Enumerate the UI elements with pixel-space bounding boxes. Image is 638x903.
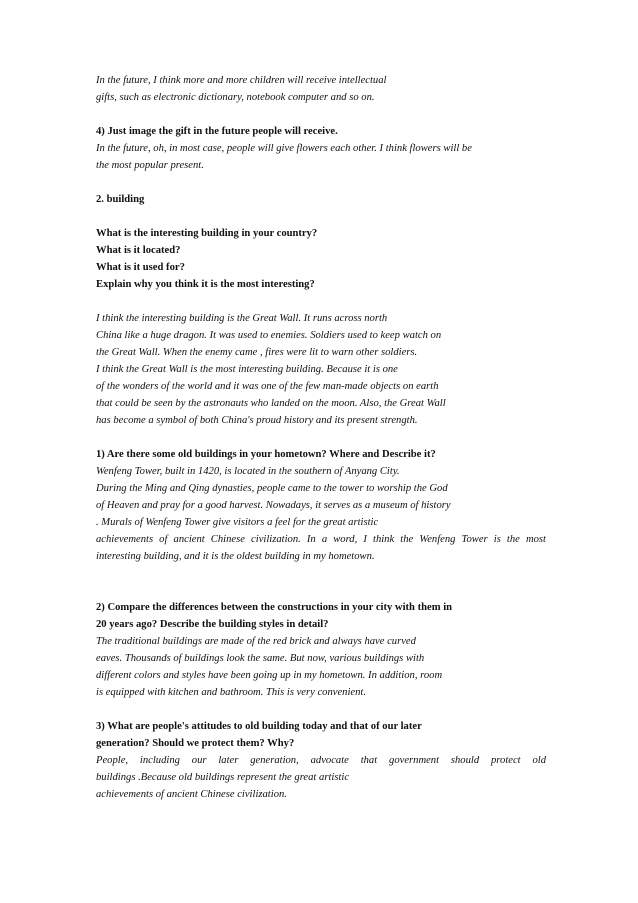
great-wall-line-2: China like a huge dragon. It was used to enemies. Soldiers used to keep watch on — [96, 330, 442, 341]
building-q3-line-3: achievements of ancient Chinese civilization. — [96, 789, 287, 800]
main-question-2: What is it located? — [96, 245, 181, 256]
building-q1-line-6: interesting building, and it is the oldest building in my hometown. — [96, 551, 375, 562]
great-wall-line-7: has become a symbol of both China's proud history and its present strength. — [96, 415, 418, 426]
spacer — [96, 208, 546, 225]
building-q2-line-3: different colors and styles have been going up in my hometown. In addition, room — [96, 670, 443, 681]
q4-answer-line-1: In the future, oh, in most case, people will give flowers each other. I think flowers will be — [96, 143, 472, 154]
spacer — [96, 106, 546, 123]
building-q1-heading: 1) Are there some old buildings in your hometown? Where and Describe it? — [96, 449, 436, 460]
section-title-building: 2. building — [96, 194, 145, 205]
building-q2-heading-2: 20 years ago? Describe the building styles in detail? — [96, 619, 329, 630]
spacer — [96, 429, 546, 446]
building-q3-line-2: buildings .Because old buildings represent the great artistic — [96, 772, 350, 783]
building-q3-line-1: People, including our later generation, advocate that government should protect old — [96, 755, 546, 766]
building-q2-line-4: is equipped with kitchen and bathroom. This is very convenient. — [96, 687, 366, 698]
intro-line-2: gifts, such as electronic dictionary, notebook computer and so on. — [96, 92, 375, 103]
building-q2-line-2: eaves. Thousands of buildings look the same. But now, various buildings with — [96, 653, 425, 664]
building-q1-line-4: . Murals of Wenfeng Tower give visitors a feel for the great artistic — [96, 517, 379, 528]
building-q2-line-1: The traditional buildings are made of the red brick and always have curved — [96, 636, 416, 647]
building-q1-line-3: of Heaven and pray for a good harvest. Nowadays, it serves as a museum of history — [96, 500, 451, 511]
main-question-1: What is the interesting building in your country? — [96, 228, 318, 239]
q4-heading: 4) Just image the gift in the future people will receive. — [96, 126, 338, 137]
building-q2-heading-1: 2) Compare the differences between the constructions in your city with them in — [96, 602, 453, 613]
intro-line-1: In the future, I think more and more children will receive intellectual — [96, 75, 387, 86]
building-q1-line-1: Wenfeng Tower, built in 1420, is located in the southern of Anyang City. — [96, 466, 400, 477]
spacer — [96, 293, 546, 310]
building-q1-line-5: achievements of ancient Chinese civilization. In a word, I think the Wenfeng Tower is the most — [96, 534, 546, 545]
spacer — [96, 701, 546, 718]
document-page — [96, 72, 546, 803]
great-wall-line-5: of the wonders of the world and it was one of the few man-made objects on earth — [96, 381, 439, 392]
spacer — [96, 174, 546, 191]
great-wall-line-6: that could be seen by the astronauts who landed on the moon. Also, the Great Wall — [96, 398, 446, 409]
building-q1-line-2: During the Ming and Qing dynasties, people came to the tower to worship the God — [96, 483, 448, 494]
main-question-4: Explain why you think it is the most interesting? — [96, 279, 315, 290]
spacer — [96, 565, 546, 599]
building-q3-heading-2: generation? Should we protect them? Why? — [96, 738, 295, 749]
main-question-3: What is it used for? — [96, 262, 185, 273]
great-wall-line-4: I think the Great Wall is the most interesting building. Because it is one — [96, 364, 398, 375]
q4-answer-line-2: the most popular present. — [96, 160, 204, 171]
great-wall-line-3: the Great Wall. When the enemy came , fires were lit to warn other soldiers. — [96, 347, 418, 358]
building-q3-heading-1: 3) What are people's attitudes to old building today and that of our later — [96, 721, 422, 732]
great-wall-line-1: I think the interesting building is the Great Wall. It runs across north — [96, 313, 388, 324]
